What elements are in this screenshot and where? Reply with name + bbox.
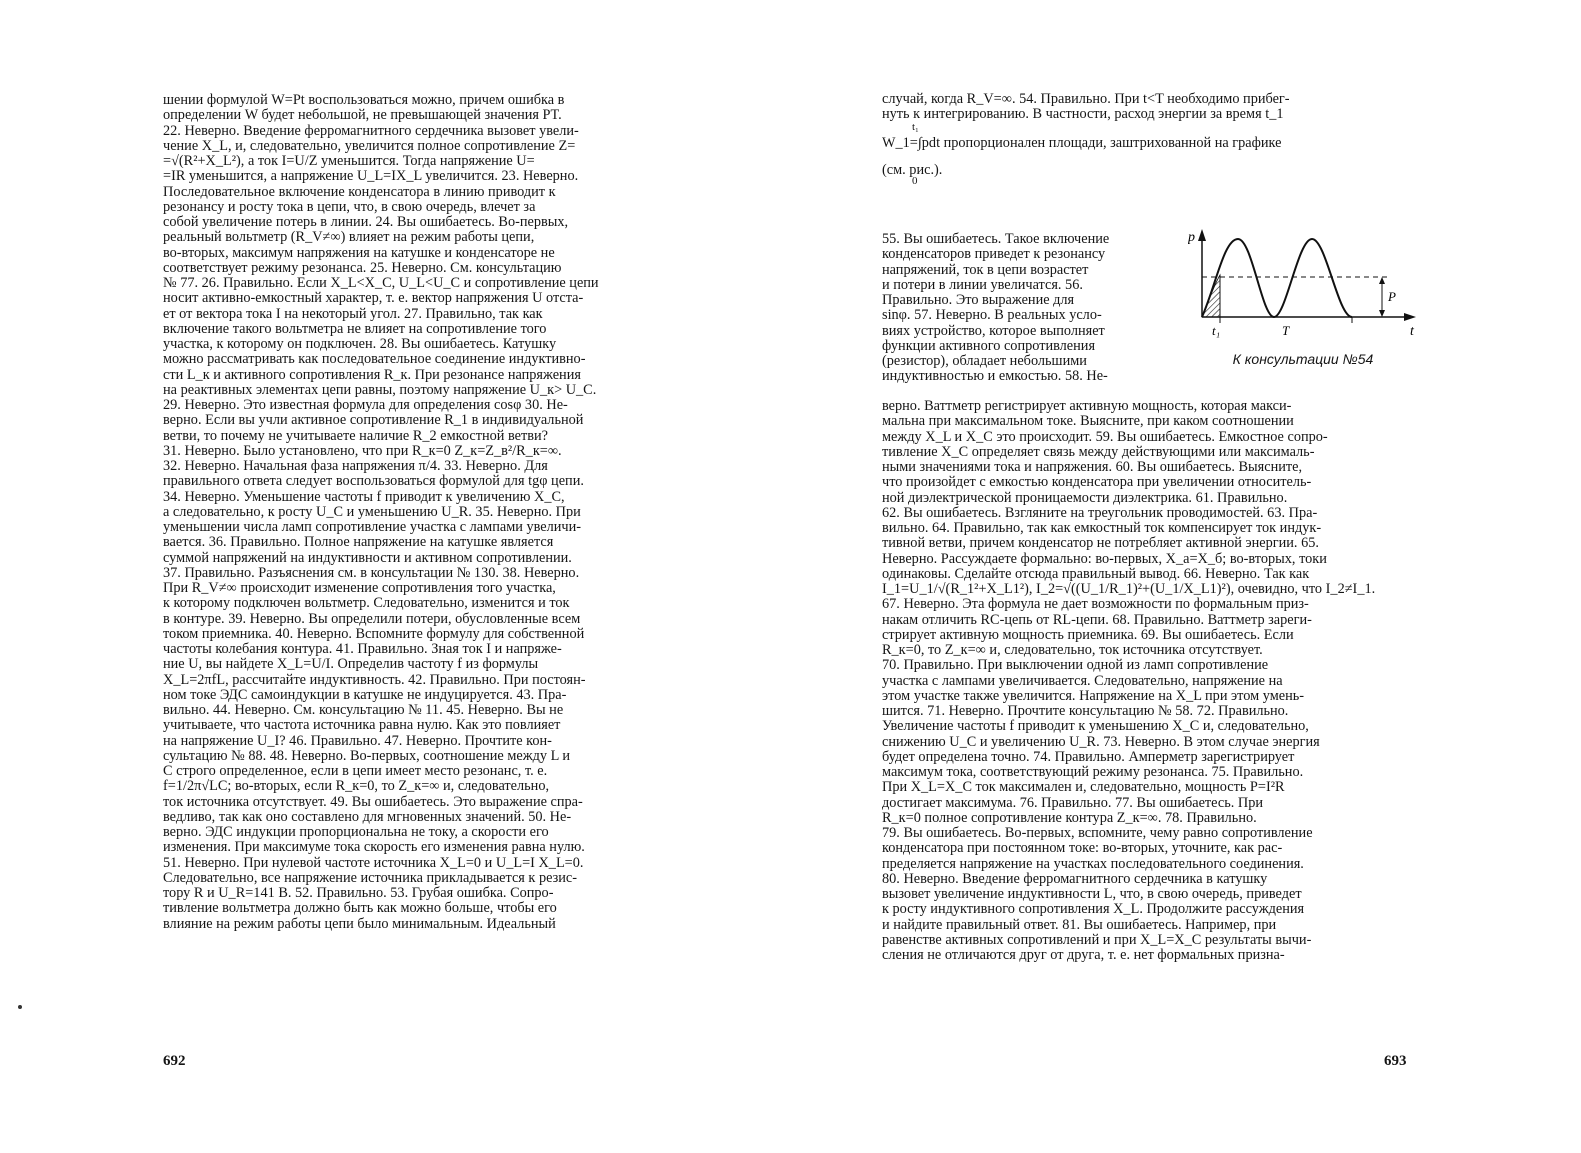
text-line: виях устройство, которое выполняет <box>882 323 1105 339</box>
text-line: тивление X_C определяет связь между действующими или максималь- <box>882 444 1315 460</box>
text-line: 37. Правильно. Разъяснения см. в консультации № 130. 38. Неверно. <box>163 565 580 581</box>
text-line: ток источника отсутствует. 49. Вы ошибаетесь. Это выражение спра- <box>163 794 583 810</box>
power-graph-figure <box>1188 227 1428 377</box>
text-line: участка, к которому он подключен. 28. Вы ошибаетесь. Катушку <box>163 337 557 352</box>
right-text-column <box>882 399 1419 963</box>
integral-formula-text: W_1=∫pdt пропорционален площади, заштрихованной на графике <box>882 134 1282 151</box>
text-line: к росту индуктивного сопротивления X_L. Продолжите рассуждения <box>882 902 1305 918</box>
text-line: одинаковы. Сделайте отсюда правильный вывод. 66. Неверно. Так как <box>882 566 1310 582</box>
text-line: ной диэлектрической проницаемости диэлектрика. 61. Правильно. <box>882 490 1288 506</box>
text-line: 22. Неверно. Введение ферромагнитного сердечника вызовет увели- <box>163 123 579 139</box>
figure-caption: К консультации №54 <box>1232 351 1374 367</box>
text-line: 51. Неверно. При нулевой частоте источника X_L=0 и U_L=I X_L=0. <box>163 855 584 871</box>
text-line: учитываете, что частота источника равна нулю. Как это повлияет <box>163 718 561 734</box>
text-line: и найдите правильный ответ. 81. Вы ошибаетесь. Например, при <box>882 917 1277 933</box>
text-line: 62. Вы ошибаетесь. Взгляните на треугольник проводимостей. 63. Пра- <box>882 505 1318 521</box>
average-power-label: P <box>1388 289 1396 304</box>
text-line: вызовет увеличение индуктивности L, что, в свою очередь, приведет <box>882 887 1302 902</box>
text-line: 31. Неверно. Было установлено, что при R_к=0 Z_к=Z_в²/R_к=∞. <box>163 443 562 459</box>
power-curve <box>1202 239 1352 317</box>
text-line: правильного ответа следует воспользоваться формулой для tgφ цепи. <box>163 474 584 490</box>
text-line: функции активного сопротивления <box>882 338 1096 354</box>
text-line: тивление вольтметра должно быть как можно больше, чтобы его <box>163 901 557 917</box>
text-line: снижению U_C и увеличению U_R. 73. Неверно. В этом случае энергия <box>882 734 1320 750</box>
text-line: I_1=U_1/√(R_1²+X_L1²), I_2=√((U_1/R_1)²+(U_1/X_L1)²), очевидно, что I_2≠I_1. <box>882 582 1376 597</box>
axis-y-label: p <box>1188 230 1195 245</box>
text-line: накам отличить RC-цепь от RL-цепи. 68. Правильно. Ваттметр зареги- <box>882 612 1312 628</box>
text-line: чение X_L, и, следовательно, увеличится полное сопротивление Z= <box>163 138 576 154</box>
text-line: достигает максимума. 76. Правильно. 77. Вы ошибаетесь. При <box>882 795 1264 811</box>
axis-x-label: t <box>1410 324 1414 339</box>
text-line: R_к=0 полное сопротивление контура Z_к=∞. 78. Правильно. <box>882 810 1257 826</box>
text-line: ведливо, так как оно составлено для мгновенных значений. 50. Не- <box>163 809 572 825</box>
text-line: 55. Вы ошибаетесь. Такое включение <box>882 232 1110 247</box>
text-line: суммой напряжений на индуктивности и активном сопротивлении. <box>163 550 572 566</box>
text-line: максимум тока, соответствующий режиму резонанса. 75. Правильно. <box>882 765 1304 780</box>
text-line: носит активно-емкостный характер, т. е. вектор напряжения U отста- <box>163 291 584 307</box>
x-axis-arrow <box>1404 313 1416 321</box>
text-line: пределяется напряжение на участках последовательного соединения. <box>882 856 1304 872</box>
text-line: =√(R²+X_L²), а ток I=U/Z уменьшится. Тогда напряжение U= <box>163 154 535 169</box>
text-line: ет от вектора тока I на некоторый угол. 27. Правильно, так как <box>163 306 543 322</box>
period-label: T <box>1282 323 1290 338</box>
page-number-right: 693 <box>1384 1053 1407 1069</box>
text-line: током приемника. 40. Неверно. Вспомните формулу для собственной <box>163 626 585 642</box>
text-line: =IR уменьшится, а напряжение U_L=IX_L увеличится. 23. Неверно. <box>163 169 579 185</box>
page-number-left: 692 <box>163 1053 186 1069</box>
text-line: напряжений, ток в цепи возрастет <box>882 262 1089 278</box>
text-line: 32. Неверно. Начальная фаза напряжения π/4. 33. Неверно. Для <box>163 459 548 474</box>
text-line: ние U, вы найдете X_L=U/I. Определив частоту f из формулы <box>163 657 539 673</box>
text-line: Правильно. Это выражение для <box>882 293 1075 308</box>
text-line: можно рассматривать как последовательное соединение индуктивно- <box>163 352 586 368</box>
text-line: X_L=2πfL, рассчитайте индуктивность. 42. Правильно. При постоян- <box>163 672 586 688</box>
text-line: реальный вольтметр (R_V≠∞) влияет на режим работы цепи, <box>163 230 535 246</box>
text-line: на напряжение U_I? 46. Правильно. 47. Неверно. Прочтите кон- <box>163 733 552 749</box>
text-line: во-вторых, максимум напряжения на катушке и конденсаторе не <box>163 245 555 261</box>
text-line: уменьшении числа ламп сопротивление участка с лампами увеличи- <box>163 520 582 535</box>
text-line: нуть к интегрированию. В частности, расход энергии за время t_1 <box>882 107 1284 123</box>
text-line: в контуре. 39. Неверно. Вы определили потери, обусловленные всем <box>163 611 581 627</box>
text-line: конденсаторов приведет к резонансу <box>882 247 1106 263</box>
text-line: ными значениями тока и напряжения. 60. Вы ошибаетесь. Выясните, <box>882 460 1303 475</box>
integral-upper-limit: t₁ <box>912 121 919 133</box>
text-line: тивной ветви, причем конденсатор не потребляет активной энергии. 65. <box>882 536 1319 552</box>
text-line: этом участке также увеличится. Напряжение на X_L при этом умень- <box>882 688 1305 704</box>
text-line: собой увеличение потерь в линии. 24. Вы ошибаетесь. Во-первых, <box>163 215 569 230</box>
text-line: (резистор), обладает небольшими <box>882 354 1087 369</box>
right-wrapped-text <box>882 232 1169 385</box>
text-line: шится. 71. Неверно. Прочтите консультацию № 58. 72. Правильно. <box>882 704 1289 719</box>
text-line: При R_V≠∞ происходит изменение сопротивления того участка, <box>163 581 556 596</box>
left-page <box>0 0 790 1153</box>
text-line: равенстве активных сопротивлений и при X_L=X_C результаты вычи- <box>882 932 1312 948</box>
text-line: Увеличение частоты f приводит к уменьшению X_C и, следовательно, <box>882 719 1309 735</box>
text-line: будет определена точно. 74. Правильно. Амперметр зарегистрирует <box>882 749 1295 765</box>
text-line: участка с лампами увеличивается. Следовательно, напряжение на <box>882 673 1283 689</box>
text-line: Последовательное включение конденсатора в линию приводит к <box>163 184 556 200</box>
text-line: вильно. 64. Правильно, так как емкостный ток компенсирует ток индук- <box>882 521 1322 536</box>
text-line: изменения. При максимуме тока скорость его изменения равна нулю. <box>163 840 585 856</box>
text-line: тору R и U_R=141 В. 52. Правильно. 53. Грубая ошибка. Сопро- <box>163 886 554 901</box>
text-line: 79. Вы ошибаетесь. Во-первых, вспомните, чему равно сопротивление <box>882 826 1313 841</box>
t1-label: t₁ <box>1212 323 1221 338</box>
text-line: C строго определенное, если в цепи имеет место резонанс, т. е. <box>163 764 548 779</box>
text-line: № 77. 26. Правильно. Если X_L<X_C, U_L<U_C и сопротивление цепи <box>163 276 599 291</box>
text-line: R_к=0, то Z_к=∞ и, следовательно, ток источника отсутствует. <box>882 643 1263 658</box>
text-line: ветви, то почему не учитываете наличие R_2 емкостной ветви? <box>163 428 548 444</box>
y-axis-arrow <box>1198 229 1206 241</box>
text-line: к которому подключен вольтметр. Следовательно, изменится и ток <box>163 596 570 612</box>
text-line: sinφ. 57. Неверно. В реальных усло- <box>882 308 1102 324</box>
text-line: Следовательно, все напряжение источника прикладывается к резис- <box>163 870 578 886</box>
right-intro-text <box>882 92 1419 187</box>
text-line: между X_L и X_C это происходит. 59. Вы ошибаетесь. Емкостное сопро- <box>882 429 1328 445</box>
text-line: стрирует активную мощность приемника. 69. Вы ошибаетесь. Если <box>882 627 1294 643</box>
text-line: f=1/2π√LC; во-вторых, если R_к=0, то Z_к=∞ и, следовательно, <box>163 779 550 795</box>
text-line: и потери в линии увеличатся. 56. <box>882 277 1083 293</box>
text-line: При X_L=X_C ток максимален и, следовательно, мощность P=I²R <box>882 780 1285 796</box>
text-line: верно. ЭДС индукции пропорциональна не току, а скорости его <box>163 825 549 840</box>
text-line: резонансу и росту тока в цепи, что, в свою очередь, влечет за <box>163 199 536 215</box>
text-line: определении W будет небольшой, не превышающей значения PT. <box>163 108 562 124</box>
text-line: верно. Если вы учли активное сопротивление R_1 в индивидуальной <box>163 413 584 429</box>
text-line: что произойдет с емкостью конденсатора при увеличении относитель- <box>882 475 1312 491</box>
text-line: мальна при максимальном токе. Выясните, при каком соотношении <box>882 414 1294 430</box>
integral-formula: t₁ W_1=∫pdt пропорционален площади, заштрихованной на графике 0 <box>882 121 1282 187</box>
text-line: сления не отличаются друг от друга, т. е. нет формальных призна- <box>882 948 1285 963</box>
stray-dot-mark <box>18 1005 22 1009</box>
text-line: шении формулой W=Pt воспользоваться можно, причем ошибка в <box>163 93 565 108</box>
text-line: вильно. 44. Неверно. См. консультацию № 11. 45. Неверно. Вы не <box>163 703 564 718</box>
text-line: 34. Неверно. Уменьшение частоты f приводит к увеличению X_C, <box>163 489 565 505</box>
text-line: соответствует режиму резонанса. 25. Неверно. См. консультацию <box>163 260 562 276</box>
text-line: влияние на режим работы цепи было минимальным. Идеальный <box>163 916 556 932</box>
text-line: 70. Правильно. При выключении одной из ламп сопротивление <box>882 658 1269 674</box>
left-text-column <box>163 93 700 932</box>
text-line: 67. Неверно. Эта формула не дает возможности по формальным приз- <box>882 597 1309 613</box>
text-line: случай, когда R_V=∞. 54. Правильно. При t<T необходимо прибег- <box>882 92 1290 107</box>
text-line: сти L_к и активного сопротивления R_к. При резонансе напряжения <box>163 367 581 383</box>
text-line: 80. Неверно. Введение ферромагнитного сердечника в катушку <box>882 871 1268 887</box>
text-line: ном токе ЭДС самоиндукции в катушке не индуцируется. 43. Пра- <box>163 687 567 703</box>
text-line: 29. Неверно. Это известная формула для определения cosφ 30. Не- <box>163 398 568 413</box>
text-line: а следовательно, к росту U_C и уменьшению U_R. 35. Неверно. При <box>163 504 581 520</box>
text-line: частоты колебания контура. 41. Правильно. Зная ток I и напряже- <box>163 642 562 657</box>
text-line: индуктивностью и емкостью. 58. Не- <box>882 369 1108 385</box>
text-line: (см. рис.). <box>882 162 943 178</box>
text-line: Неверно. Рассуждаете формально: во-первых, X_a=X_б; во-вторых, токи <box>882 551 1327 567</box>
text-line: включение такого вольтметра не влияет на сопротивление того <box>163 321 547 337</box>
power-graph <box>1188 227 1428 352</box>
text-line: вается. 36. Правильно. Полное напряжение на катушке является <box>163 535 554 551</box>
text-line: сультацию № 88. 48. Неверно. Во-первых, соотношение между L и <box>163 748 571 764</box>
text-line: верно. Ваттметр регистрирует активную мощность, которая макси- <box>882 399 1292 414</box>
text-line: конденсатора при постоянном токе: во-вторых, уточните, как рас- <box>882 841 1283 857</box>
text-line: на реактивных элементах цепи равны, поэтому напряжение U_к> U_C. <box>163 382 597 398</box>
right-page <box>790 0 1581 1153</box>
